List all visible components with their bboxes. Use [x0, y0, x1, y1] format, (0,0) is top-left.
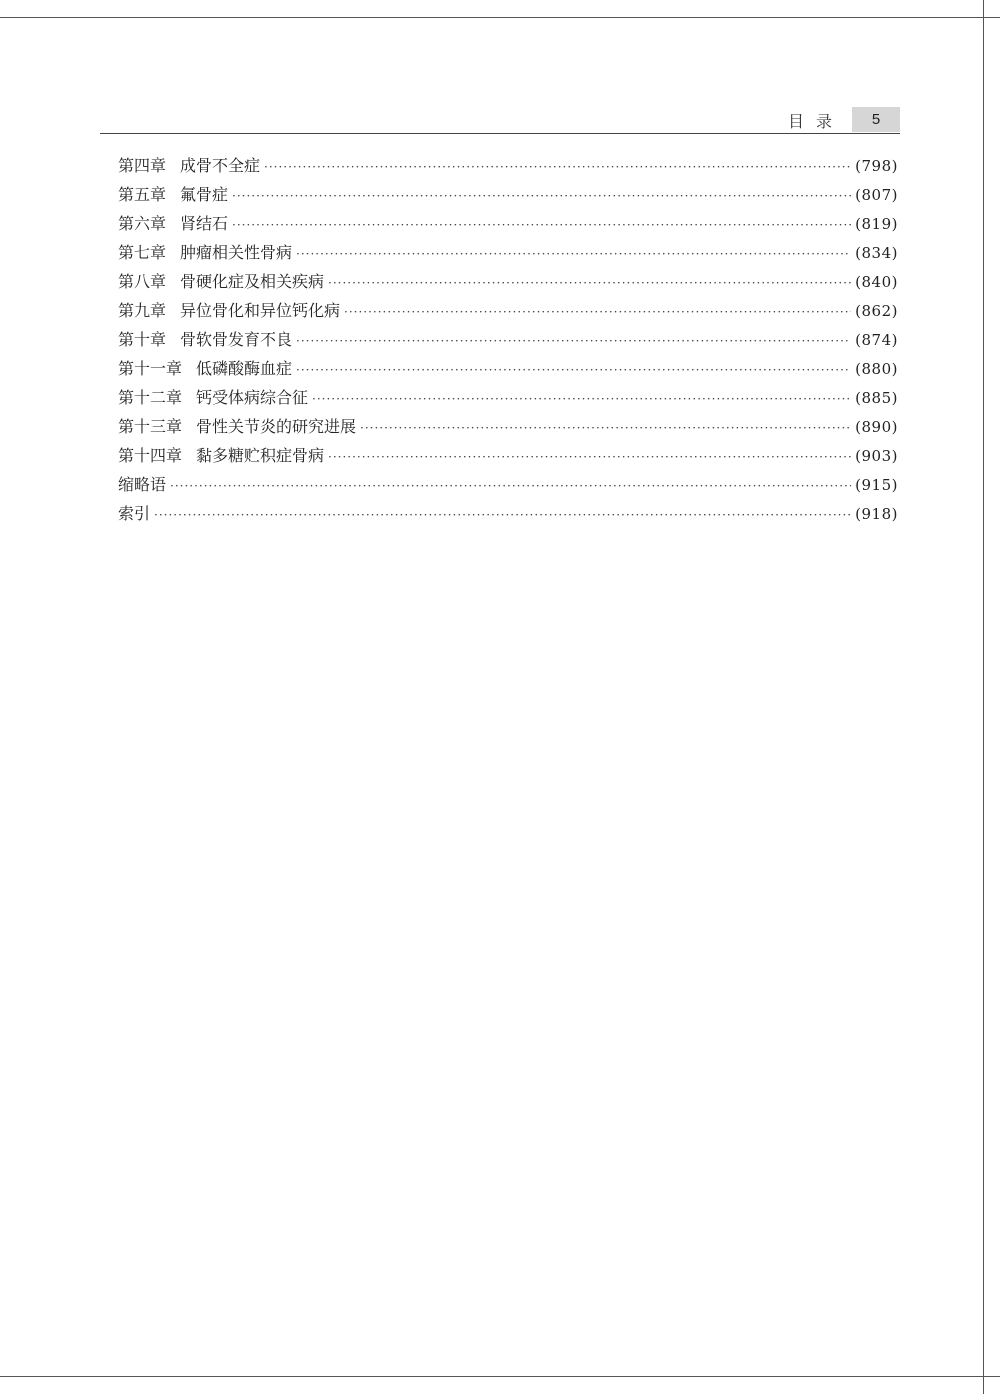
toc-title: 黏多糖贮积症骨病 [196, 446, 325, 465]
toc-dot-leader [344, 298, 851, 327]
crop-mark-bottom [0, 1376, 1000, 1377]
toc-page-number: (834) [855, 244, 898, 262]
toc-entry[interactable] [118, 296, 898, 325]
toc-chapter-number: 第十章 [118, 330, 167, 349]
toc-page-number: (798) [855, 157, 898, 175]
toc-chapter-number: 第五章 [118, 185, 167, 204]
toc-dot-leader [328, 443, 851, 472]
toc-page-number: (880) [855, 360, 898, 378]
toc-page-number: (918) [855, 505, 898, 523]
toc-entry[interactable] [118, 441, 898, 470]
toc-entry[interactable] [118, 267, 898, 296]
toc-page-number: (840) [855, 273, 898, 291]
toc-page-number: (890) [855, 418, 898, 436]
toc-title: 肿瘤相关性骨病 [180, 243, 293, 262]
toc-chapter-number: 第七章 [118, 243, 167, 262]
toc-dot-leader [232, 211, 851, 240]
crop-mark-top [0, 17, 1000, 18]
running-header [100, 107, 900, 134]
crop-mark-right [983, 0, 984, 1394]
toc-page-number: (874) [855, 331, 898, 349]
toc-chapter-number: 第十三章 [118, 417, 183, 436]
toc-title: 钙受体病综合征 [196, 388, 309, 407]
toc-title: 缩略语 [118, 475, 167, 494]
toc-title: 骨硬化症及相关疾病 [180, 272, 325, 291]
toc-page-number: (819) [855, 215, 898, 233]
toc-entry[interactable] [118, 180, 898, 209]
toc-dot-leader [296, 356, 851, 385]
toc-chapter-number: 第十一章 [118, 359, 183, 378]
toc-title: 成骨不全症 [180, 156, 261, 175]
toc-title: 骨性关节炎的研究进展 [196, 417, 357, 436]
header-title: 目录 [787, 112, 844, 131]
toc-dot-leader [328, 269, 851, 298]
toc-entry[interactable] [118, 209, 898, 238]
toc-entry[interactable] [118, 325, 898, 354]
table-of-contents [118, 151, 898, 528]
toc-entry[interactable] [118, 470, 898, 499]
toc-title: 索引 [118, 504, 151, 523]
toc-page-number: (915) [855, 476, 898, 494]
toc-dot-leader [264, 153, 851, 182]
toc-dot-leader [232, 182, 851, 211]
toc-page-number: (885) [855, 389, 898, 407]
toc-title: 氟骨症 [180, 185, 229, 204]
toc-dot-leader [170, 472, 851, 501]
toc-entry[interactable] [118, 238, 898, 267]
toc-chapter-number: 第四章 [118, 156, 167, 175]
toc-chapter-number: 第十四章 [118, 446, 183, 465]
toc-dot-leader [360, 414, 851, 443]
header-page-number: 5 [852, 107, 900, 132]
toc-entry[interactable] [118, 499, 898, 528]
toc-page-number: (807) [855, 186, 898, 204]
toc-title: 低磷酸酶血症 [196, 359, 293, 378]
toc-chapter-number: 第八章 [118, 272, 167, 291]
toc-title: 骨软骨发育不良 [180, 330, 293, 349]
toc-entry[interactable] [118, 151, 898, 180]
toc-page-number: (903) [855, 447, 898, 465]
toc-title: 肾结石 [180, 214, 229, 233]
toc-entry[interactable] [118, 412, 898, 441]
toc-title: 异位骨化和异位钙化病 [180, 301, 341, 320]
toc-entry[interactable] [118, 383, 898, 412]
toc-dot-leader [296, 240, 851, 269]
toc-dot-leader [296, 327, 851, 356]
toc-entry[interactable] [118, 354, 898, 383]
toc-chapter-number: 第九章 [118, 301, 167, 320]
toc-chapter-number: 第六章 [118, 214, 167, 233]
toc-dot-leader [312, 385, 851, 414]
toc-chapter-number: 第十二章 [118, 388, 183, 407]
toc-dot-leader [154, 501, 851, 530]
toc-page-number: (862) [855, 302, 898, 320]
